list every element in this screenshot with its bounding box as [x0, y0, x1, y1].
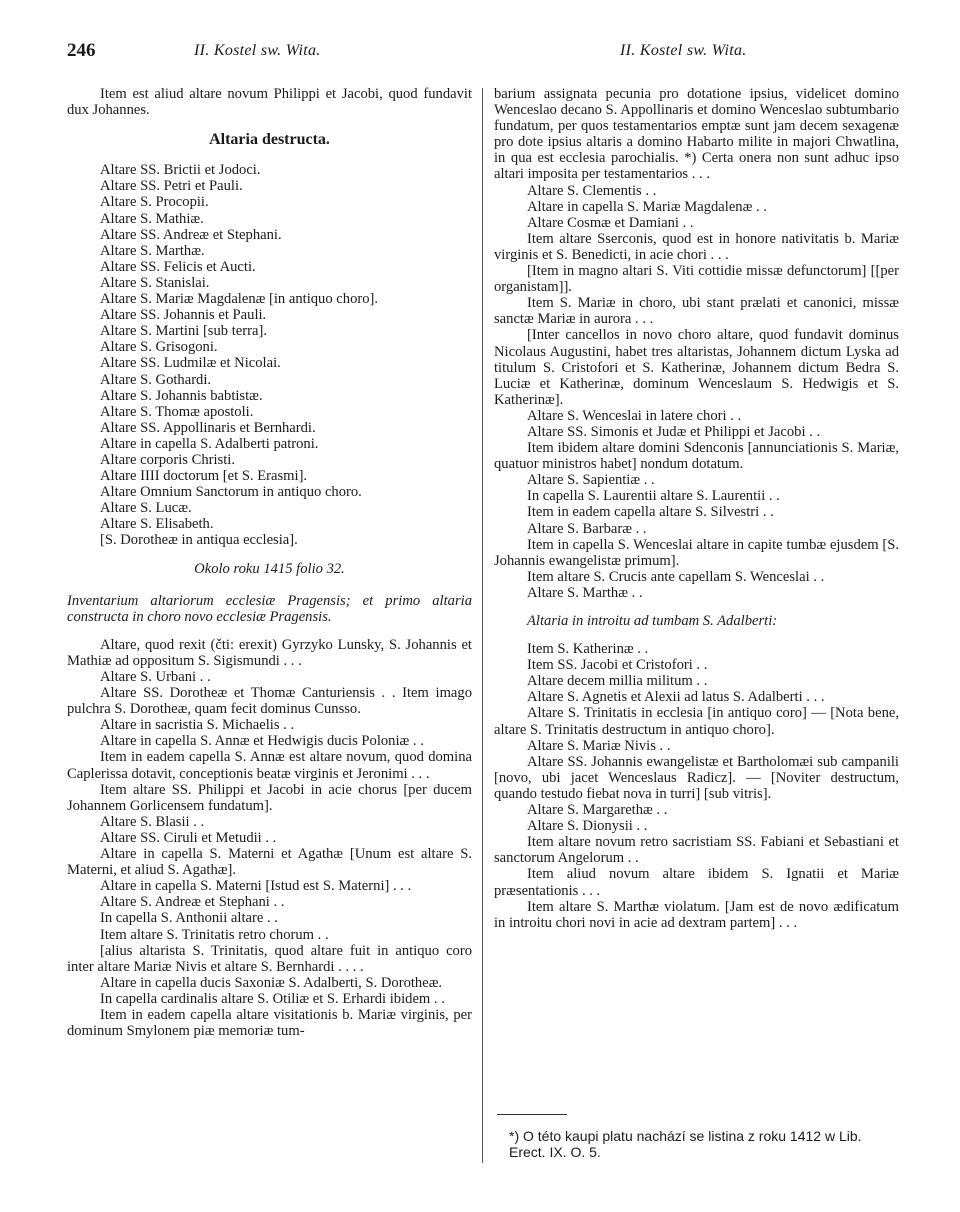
paragraph: Altare S. Sapientiæ . .: [527, 472, 655, 489]
paragraph: Item altare novum retro sacristiam SS. Fabiani et Sebastiani et sanctorum Angelorum . .: [494, 834, 899, 867]
paragraph: Altare in sacristia S. Michaelis . .: [100, 717, 295, 734]
list-item: Altare S. Procopii.: [100, 194, 209, 211]
paragraph: Altare SS. Dorotheæ et Thomæ Canturiensis . . Item imago pulchra S. Dorotheæ, quam fecit dominus Cunsso.: [67, 685, 472, 718]
list-item: Altare S. Marthæ.: [100, 242, 205, 259]
paragraph: Altare SS. Simonis et Judæ et Philippi et Jacobi . .: [527, 423, 821, 440]
page-number: 246: [67, 40, 96, 61]
list-item: Altare S. Elisabeth.: [100, 516, 214, 533]
paragraph: Item S. Katherinæ . .: [527, 641, 649, 658]
paragraph: barium assignata pecunia pro dotatione ipsius, videlicet domino Wenceslao decano S. Appollinaris et domino Wenceslao subtumbario fundatum, per quos testamentarios emptæ sunt jam decem sexagenæ pro dote ipsius altaris a domino Habarto milite in majori Chwatlina, in qua est ecclesia parochialis. *) Certa onera non sunt adhuc ipso altari imposita per testamentarios . . .: [494, 86, 899, 183]
running-head-right: II. Kostel sw. Wita.: [620, 42, 747, 59]
list-item: Altare SS. Appollinaris et Bernhardi.: [100, 419, 316, 436]
paragraph: Altare S. Blasii . .: [100, 813, 205, 830]
paragraph: Altare in capella S. Annæ et Hedwigis ducis Poloniæ . .: [100, 733, 424, 750]
list-item: Altare SS. Petri et Pauli.: [100, 178, 243, 195]
list-item: Altare S. Mathiæ.: [100, 210, 204, 227]
list-item: Altare S. Martini [sub terra].: [100, 323, 267, 340]
paragraph: Altare S. Marthæ . .: [527, 584, 643, 601]
list-item: Altare S. Johannis babtistæ.: [100, 387, 263, 404]
paragraph: Item in eadem capella altare S. Silvestri . .: [527, 504, 774, 521]
list-item: Altare S. Gothardi.: [100, 371, 212, 388]
list-item: Altare IIII doctorum [et S. Erasmi].: [100, 468, 308, 485]
list-item: Altare S. Mariæ Magdalenæ [in antiquo choro].: [100, 291, 379, 308]
paragraph: Altare in capella S. Materni [Istud est S. Materni] . . .: [100, 878, 412, 895]
paragraph: In capella cardinalis altare S. Otiliæ et S. Erhardi ibidem . .: [100, 990, 445, 1007]
paragraph: Item altare S. Crucis ante capellam S. Wenceslai . .: [527, 568, 825, 585]
paragraph: Altare SS. Ciruli et Metudii . .: [100, 829, 277, 846]
paragraph: Altare in capella S. Materni et Agathæ [Unum est altare S. Materni, et aliud S. Agathæ].: [67, 846, 472, 879]
page-header: [67, 40, 782, 70]
paragraph: [Inter cancellos in novo choro altare, quod fundavit dominus Nicolaus Augustini, habet tres altaristas, Johannem dictum Lyska ad titulum S. Cristofori et S. Katherinæ, Johannem dictum Bedra S. Luciæ et Katherinæ, dominum Wenceslaum S. Hedwigis et S. Katherinæ].: [494, 327, 899, 408]
list-item: Altare S. Thomæ apostoli.: [100, 403, 254, 420]
paragraph: Altare decem millia militum . .: [527, 673, 708, 690]
paragraph: Altare S. Margarethæ . .: [527, 802, 668, 819]
section-heading-destructa: Altaria destructa.: [209, 131, 330, 149]
paragraph: Item S. Mariæ in choro, ubi stant prælati et canonici, missæ sanctæ Mariæ in aurora . . .: [494, 295, 899, 328]
paragraph: Item ibidem altare domini Sdenconis [annunciationis S. Mariæ, quatuor ministros habet] nondum dotatum.: [494, 440, 899, 473]
list-item: Altare SS. Andreæ et Stephani.: [100, 226, 282, 243]
paragraph: Altare S. Clementis . .: [527, 182, 657, 199]
running-head-left: II. Kostel sw. Wita.: [194, 42, 321, 59]
paragraph: Item altare Sserconis, quod est in honore nativitatis b. Mariæ virginis et S. Benedicti, in acie chori . . .: [494, 230, 899, 263]
paragraph: In capella S. Laurentii altare S. Laurentii . .: [527, 488, 780, 505]
intro-paragraph: Item est aliud altare novum Philippi et Jacobi, quod fundavit dux Johannes.: [67, 86, 472, 119]
paragraph: Item SS. Jacobi et Cristofori . .: [527, 657, 708, 674]
paragraph: Item altare S. Marthæ violatum. [Jam est de novo ædificatum in introitu chori novi in acie ad dextram partem] . . .: [494, 898, 899, 931]
inventory-title: Inventarium altariorum ecclesiæ Pragensis; et primo altaria constructa in choro novo ecclesiæ Pragensis.: [67, 592, 472, 625]
paragraph: Altare in capella S. Mariæ Magdalenæ . .: [527, 198, 767, 215]
paragraph: Altare S. Andreæ et Stephani . .: [100, 894, 285, 911]
footnote: *) O této kaupi platu nachází se listina z roku 1412 w Lib. Erect. IX. O. 5.: [509, 1128, 862, 1160]
paragraph: Item in eadem capella S. Annæ est altare novum, quod domina Caplerissa dotavit, conceptionis beatæ virginis et Jeronimi . . .: [67, 749, 472, 782]
paragraph: Item aliud novum altare ibidem S. Ignatii et Mariæ præsentationis . . .: [494, 866, 899, 899]
list-item: Altare S. Lucæ.: [100, 500, 192, 517]
paragraph: Item altare S. Trinitatis retro chorum . .: [100, 926, 329, 943]
list-item: Altare S. Stanislai.: [100, 274, 210, 291]
paragraph: [alius altarista S. Trinitatis, quod altare fuit in antiquo coro inter altare Mariæ Nivis et altare S. Bernhardi . . . .: [67, 942, 472, 975]
paragraph: Item in eadem capella altare visitationis b. Mariæ virginis, per dominum Smylonem piæ memoriæ tum-: [67, 1006, 472, 1040]
paragraph: [Item in magno altari S. Viti cottidie missæ defunctorum] [[per organistam]].: [494, 263, 899, 296]
paragraph: Altare, quod rexit (čti: erexit) Gyrzyko Lunsky, S. Johannis et Mathiæ ad oppositum S. Sigismundi . . .: [67, 636, 472, 669]
paragraph: Altare S. Barbaræ . .: [527, 520, 647, 537]
paragraph: Altare S. Mariæ Nivis . .: [527, 737, 671, 754]
list-item: [S. Dorotheæ in antiqua ecclesia].: [100, 532, 298, 549]
list-item: Altare SS. Brictii et Jodoci.: [100, 162, 261, 179]
paragraph: Item in capella S. Wenceslai altare in capite tumbæ ejusdem [S. Johannis ewangelistæ primum].: [494, 536, 899, 569]
list-item: Altare S. Grisogoni.: [100, 339, 218, 356]
paragraph: Altare in capella ducis Saxoniæ S. Adalberti, S. Dorotheæ.: [100, 974, 443, 991]
paragraph: Altare Cosmæ et Damiani . .: [527, 214, 694, 231]
list-item: Altare SS. Johannis et Pauli.: [100, 307, 267, 324]
paragraph: Altare S. Urbani . .: [100, 669, 211, 685]
footnote-rule: [497, 1114, 567, 1115]
paragraph: Item altare SS. Philippi et Jacobi in acie chorus [per ducem Johannem Gorlicensem fundatum].: [67, 781, 472, 814]
list-item: Altare SS. Felicis et Aucti.: [100, 258, 256, 275]
list-item: Altare corporis Christi.: [100, 451, 235, 468]
right-column: [494, 86, 899, 931]
destructa-list: [67, 162, 472, 548]
column-divider: [482, 88, 483, 1163]
paragraph: In capella S. Anthonii altare . .: [100, 910, 278, 927]
paragraph: Altare S. Dionysii . .: [527, 818, 648, 835]
subheading-introitu: Altaria in introitu ad tumbam S. Adalberti:: [527, 613, 778, 629]
paragraph: Altare S. Agnetis et Alexii ad latus S. Adalberti . . .: [527, 689, 825, 706]
paragraph: Altare SS. Johannis ewangelistæ et Bartholomæi sub campanili [novo, ubi jacet Wenceslaus Radicz]. — [Noviter destructum, quando testudo fiebat nova in turri] [sub vitris].: [494, 753, 899, 802]
date-line: Okolo roku 1415 folio 32.: [194, 560, 345, 577]
list-item: Altare in capella S. Adalberti patroni.: [100, 435, 319, 452]
left-column: [67, 86, 472, 1039]
paragraph: Altare S. Wenceslai in latere chori . .: [527, 407, 742, 424]
paragraph: Altare S. Trinitatis in ecclesia [in antiquo coro] — [Nota bene, altare S. Trinitatis destructum in antiquo choro].: [494, 705, 899, 738]
list-item: Altare Omnium Sanctorum in antiquo choro.: [100, 484, 362, 501]
list-item: Altare SS. Ludmilæ et Nicolai.: [100, 355, 281, 372]
